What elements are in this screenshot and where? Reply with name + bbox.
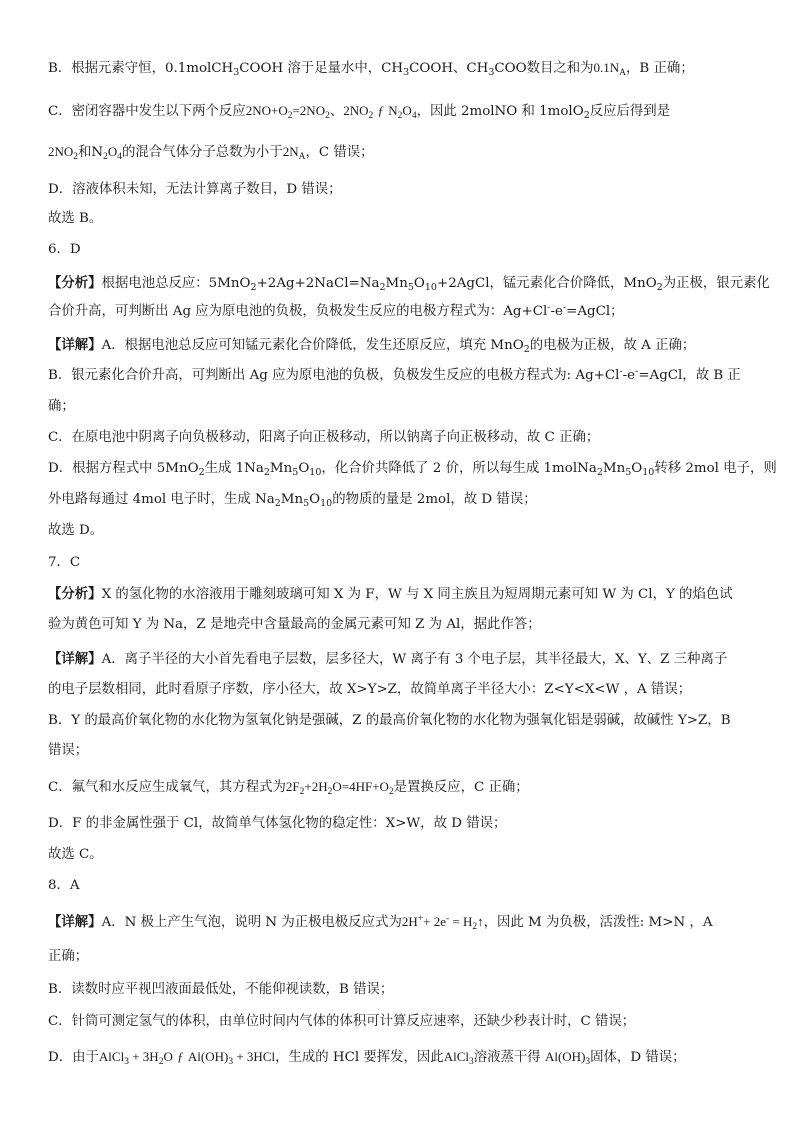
formula: 2NO	[48, 144, 74, 159]
text: D．由于	[48, 1050, 99, 1065]
formula: Al(OH)	[544, 1049, 586, 1064]
subscript: 2	[158, 1057, 164, 1067]
subscript: 2	[198, 467, 205, 478]
formula: 2H	[401, 914, 418, 929]
text: =AgCl，故 B 正	[638, 368, 741, 383]
text: D．根据方程式中 5MnO	[48, 461, 199, 476]
text: O	[413, 276, 425, 291]
q6-option-d	[48, 459, 777, 479]
text: 和N	[78, 145, 104, 160]
q7-detail-a	[48, 649, 750, 670]
formula: O	[163, 1049, 173, 1064]
text: 固体，D 错误；	[590, 1050, 686, 1065]
q6-detail-a	[48, 335, 750, 356]
subscript: 4	[117, 152, 123, 162]
q5-option-c-cont	[48, 142, 750, 163]
superscript: -	[547, 302, 551, 313]
subscript: 2	[583, 110, 590, 121]
formula: + 2e	[423, 914, 446, 929]
subscript: 2	[368, 111, 374, 121]
subscript: 2	[325, 111, 330, 121]
section-tag: 【分析】	[48, 586, 102, 602]
text: A．离子半径的大小首先看电子层数，层多径大，W 离子有 3 个电子层，其半径最大，X、Y、Z 三种离子	[101, 652, 728, 667]
subscript: 2	[274, 498, 281, 509]
subscript: 10	[642, 467, 655, 478]
text: ，生成的 HCl 要挥发，因此	[275, 1050, 444, 1065]
q8-option-c: C．针筒可测定氢气的体积，由单位时间内气体的体积可计算反应速率，还缺少秒表计时，C 错误；	[48, 1014, 636, 1029]
q7-analysis-cont: 验为黄色可知 Y 为 Na，Z 是地壳中含量最高的金属元素可知 Z 为 Al，据此作答；	[48, 617, 541, 632]
subscript: 2	[656, 282, 663, 293]
q7-option-b-cont: 错误；	[48, 743, 89, 758]
superscript: -	[619, 366, 623, 377]
text: COO	[494, 61, 527, 76]
text: -e	[622, 368, 636, 383]
equilibrium-arrow-icon: ƒ	[377, 103, 385, 118]
text: ，C 错误；	[305, 145, 374, 160]
subscript: 2	[299, 787, 305, 797]
subscript: 3	[124, 1057, 129, 1067]
text: Mn	[385, 276, 408, 291]
text: 根据电池总反应：5MnO	[101, 276, 251, 291]
text: ，因此 2molNO 和 1molO	[416, 104, 584, 119]
subscript: 3	[228, 1057, 234, 1067]
formula: +2H	[304, 779, 328, 794]
q5-option-d: D．溶液体积未知，无法计算离子数目，D 错误；	[48, 182, 342, 197]
text: +2AgCl，锰元素化合价降低，MnO	[436, 276, 657, 291]
q5-option-b	[48, 58, 750, 79]
subscript: 4	[411, 111, 417, 121]
superscript: -	[635, 366, 639, 377]
q6-analysis	[48, 273, 770, 294]
subscript: A	[298, 152, 306, 162]
subscript: 2	[287, 111, 293, 121]
text: ，因此 M 为负极，活泼性: M>N ，A	[483, 915, 713, 930]
q8-number: 8．A	[48, 878, 80, 893]
q5-option-c	[48, 101, 750, 122]
q7-option-d: D．F 的非金属性强于 Cl，故简单气体氢化物的稳定性：X>W，故 D 错误；	[48, 816, 507, 831]
formula: =2NO	[292, 103, 326, 118]
q6-option-c: C．在原电池中阴离子向负极移动，阳离子向正极移动，所以钠离子向正极移动，故 C 正确；	[48, 430, 600, 445]
q7-number: 7．C	[48, 555, 81, 570]
text: =AgCl；	[566, 304, 624, 319]
formula: 2NO	[343, 103, 369, 118]
subscript: 2	[250, 282, 257, 293]
formula: AlCl	[98, 1049, 125, 1064]
formula: + 3HCl	[233, 1049, 276, 1064]
text: O	[298, 461, 310, 476]
formula: O=4HF+O	[332, 779, 389, 794]
text: -e	[550, 304, 563, 319]
formula: 2N	[282, 144, 299, 159]
text: 生成 1Na	[204, 461, 264, 476]
q6-analysis-cont	[48, 302, 750, 322]
section-tag: 【分析】	[48, 275, 102, 291]
text: 的物质的量是 2mol，故 D 错误；	[332, 492, 537, 507]
q6-answer: 故选 D。	[48, 523, 104, 538]
subscript: 2	[397, 111, 403, 121]
superscript: +	[417, 914, 424, 924]
superscript: -	[445, 914, 450, 924]
text: 的电极为正极，故 A 正确；	[529, 338, 696, 353]
text: A．N 极上产生气泡，说明 N 为正极电极反应式为	[101, 915, 402, 930]
subscript: 2	[472, 922, 478, 932]
subscript: 2	[103, 152, 108, 162]
subscript: 3	[469, 1057, 474, 1067]
section-tag: 【详解】	[48, 914, 102, 930]
equilibrium-arrow-icon: ƒ	[177, 1049, 184, 1064]
q8-detail-a	[48, 912, 750, 933]
q7-option-b: B．Y 的最高价氧化物的水化物为氢氧化钠是强碱，Z 的最高价氧化物的水化物为强氧化铝是弱碱，故碱性 Y>Z，B	[48, 713, 731, 728]
section-tag: 【详解】	[48, 337, 102, 353]
text: ，B 正确；	[626, 61, 694, 76]
subscript: 5	[407, 282, 414, 293]
formula: Al(OH)	[187, 1049, 229, 1064]
text: B．银元素化合价升高，可判断出 Ag 应为原电池的负极，负极发生反应的电极方程式为: Ag+Cl	[48, 368, 620, 383]
q6-option-b-cont: 确；	[48, 399, 75, 414]
q7-analysis	[48, 584, 750, 605]
subscript: 5	[303, 498, 310, 509]
subscript: 3	[233, 67, 240, 78]
text: 反应后得到是	[589, 104, 671, 119]
q8-detail-a-cont: 正确；	[48, 949, 89, 964]
text: 的混合气体分子总数为小于	[122, 145, 283, 160]
text: Mn	[280, 492, 304, 507]
text: 、	[329, 104, 344, 119]
q8-option-b: B．读数时应平视凹液面最低处，不能仰视读数，B 错误；	[48, 982, 394, 997]
q6-number: 6．D	[48, 242, 81, 257]
text: O	[631, 461, 643, 476]
q7-detail-a-cont: 的电子层数相同，此时看原子序数，序小径大，故 X>Y>Z，故简单离子半径大小：Z<Y<X<W ，A 错误；	[48, 682, 692, 697]
subscript: 3	[585, 1057, 591, 1067]
text: 合价升高，可判断出 Ag 应为原电池的负极，负极发生反应的电极方程式为：Ag+Cl	[48, 304, 548, 319]
formula: 2F	[285, 779, 300, 794]
section-tag: 【详解】	[48, 651, 102, 667]
formula: 2NO+O	[245, 103, 288, 118]
text: A．根据电池总反应可知锰元素化合价降低，发生还原反应，填充 MnO	[101, 338, 524, 353]
text: +2Ag+2NaCl=Na	[256, 276, 380, 291]
formula: 0.1N	[593, 60, 620, 75]
subscript: A	[619, 68, 627, 78]
subscript: 2	[379, 282, 386, 293]
text: 外电路每通过 4mol 电子时，生成 Na	[48, 492, 275, 507]
text: ，化合价共降低了 2 价，所以每生成 1molNa	[321, 461, 597, 476]
subscript: 3	[488, 67, 495, 78]
text: C．氟气和水反应生成氧气，其方程式为	[48, 780, 286, 795]
text: B．根据元素守恒，0.1molCH	[48, 61, 234, 76]
text: 转移 2mol 电子，则	[654, 461, 777, 476]
subscript: 10	[424, 282, 437, 293]
arrow-up-icon: ↑	[477, 914, 484, 929]
q5-answer: 故选 B。	[48, 211, 103, 226]
formula: AlCl	[443, 1049, 469, 1064]
subscript: 5	[625, 467, 632, 478]
formula: O	[107, 144, 118, 159]
subscript: 2	[327, 787, 333, 797]
q7-answer: 故选 C。	[48, 847, 103, 862]
text: Mn	[269, 461, 293, 476]
text: C．密闭容器中发生以下两个反应	[48, 104, 246, 119]
subscript: 5	[292, 467, 299, 478]
formula: + 3H	[128, 1049, 159, 1064]
q7-option-c	[48, 777, 750, 798]
text: 溶液蒸干得	[473, 1050, 541, 1065]
superscript: -	[562, 302, 567, 313]
text: COOH、CH	[409, 61, 489, 76]
subscript: 2	[523, 344, 530, 355]
formula: O	[402, 103, 412, 118]
q8-option-d	[48, 1047, 750, 1068]
subscript: 2	[596, 467, 603, 478]
text: X 的氢化物的水溶液用于雕刻玻璃可知 X 为 F，W 与 X 同主族且为短周期元素可知 W 为 Cl，Y 的焰色试	[101, 587, 733, 602]
subscript: 2	[73, 152, 79, 162]
q6-option-d-cont	[48, 490, 750, 510]
text: 为正极，银元素化	[662, 276, 770, 291]
formula: N	[388, 103, 398, 118]
formula: = H	[449, 914, 473, 929]
q6-option-b	[48, 366, 750, 386]
text: 是置换反应，C 正确；	[393, 780, 529, 795]
subscript: 2	[388, 787, 394, 797]
text: COOH 溶于足量水中，CH	[239, 61, 404, 76]
text: Mn	[602, 461, 626, 476]
subscript: 10	[309, 467, 322, 478]
text: 数目之和为	[526, 61, 594, 76]
subscript: 3	[403, 67, 410, 78]
subscript: 2	[263, 467, 270, 478]
subscript: 10	[320, 498, 333, 509]
text: O	[309, 492, 321, 507]
